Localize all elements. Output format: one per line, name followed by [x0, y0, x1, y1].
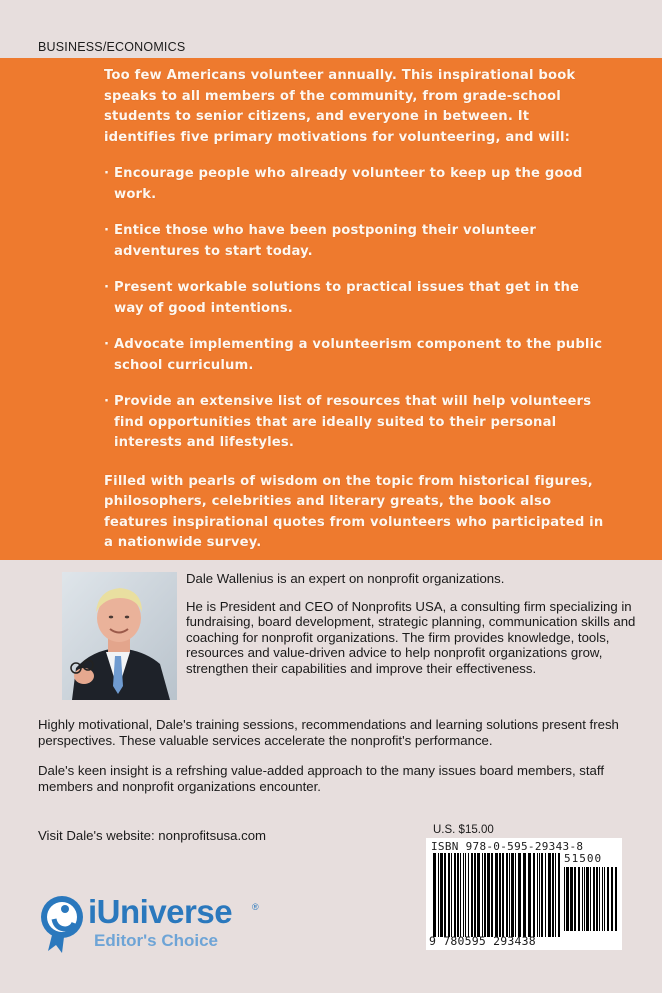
logo-wordmark: iUniverse	[88, 893, 233, 930]
isbn-barcode	[426, 838, 622, 950]
bio-paragraph: Highly motivational, Dale's training sessions, recommendations and learning solutions present fresh perspectives. These valuable services accelerate the nonprofit's performance.	[38, 717, 619, 748]
bio-paragraph: Dale's keen insight is a refrshing value-added approach to the many issues board members, staff members and nonprofit organizations encounter.	[38, 763, 604, 794]
logo-tagline: Editor's Choice	[94, 931, 219, 950]
bullet-marker: ·	[104, 166, 110, 181]
bullet-item: · Advocate implementing a volunteerism component to the public school curriculum.	[104, 335, 604, 376]
website-line: Visit Dale's website: nonprofitsusa.com	[38, 828, 267, 843]
bullet-item: · Present workable solutions to practical issues that get in the way of good intentions.	[104, 278, 604, 319]
price-code-text: 51500	[564, 852, 603, 865]
category-label: BUSINESS/ECONOMICS	[38, 40, 186, 54]
barcode-addon-bars	[564, 867, 618, 931]
bullet-marker: ·	[104, 280, 110, 295]
bullet-item: · Entice those who have been postponing their volunteer adventures to start today.	[104, 221, 604, 262]
barcode-main-bars	[433, 853, 561, 937]
bullet-item: · Encourage people who already volunteer to keep up the good work.	[104, 164, 604, 205]
price-label: U.S. $15.00	[433, 824, 494, 836]
description-text	[104, 66, 604, 554]
bullet-marker: ·	[104, 223, 110, 238]
isbn-text: ISBN 978-0-595-29343-8	[431, 840, 584, 853]
intro-paragraph: Too few Americans volunteer annually. This inspirational book speaks to all members of the community, from grade-school students to senior citizens, and everyone in between. It identifies five primary motivations for volunteering, and will:	[104, 68, 576, 145]
bullet-marker: ·	[104, 337, 110, 352]
bio-paragraph: He is President and CEO of Nonprofits USA, a consulting firm specializing in fundraising, board development, strategic planning, communication skills and coaching for nonprofit organizations. The firm provides knowledge, tools, resources and value-driven advice to help nonprofit organizations grow, strengthen their capabilities and improve their effectiveness.	[186, 598, 636, 676]
bullet-item: · Provide an extensive list of resources that will help volunteers find opportunities that are ideally suited to their personal interests and lifestyles.	[104, 392, 604, 454]
outro-paragraph: Filled with pearls of wisdom on the topic from historical figures, philosophers, celebrities and literary greats, the book also features inspirational quotes from volunteers who participated in a nationwide survey.	[104, 473, 604, 550]
author-photo	[62, 572, 177, 700]
barcode-digits: 9 780595 293438	[429, 934, 536, 948]
bio-paragraph: Dale Wallenius is an expert on nonprofit organizations.	[186, 571, 505, 586]
bullet-marker: ·	[104, 394, 110, 409]
iuniverse-logo-icon	[38, 893, 90, 955]
registered-mark: ®	[252, 902, 259, 912]
author-bio	[186, 571, 636, 689]
author-bio-continued	[38, 717, 638, 809]
publisher-logo	[38, 893, 268, 955]
